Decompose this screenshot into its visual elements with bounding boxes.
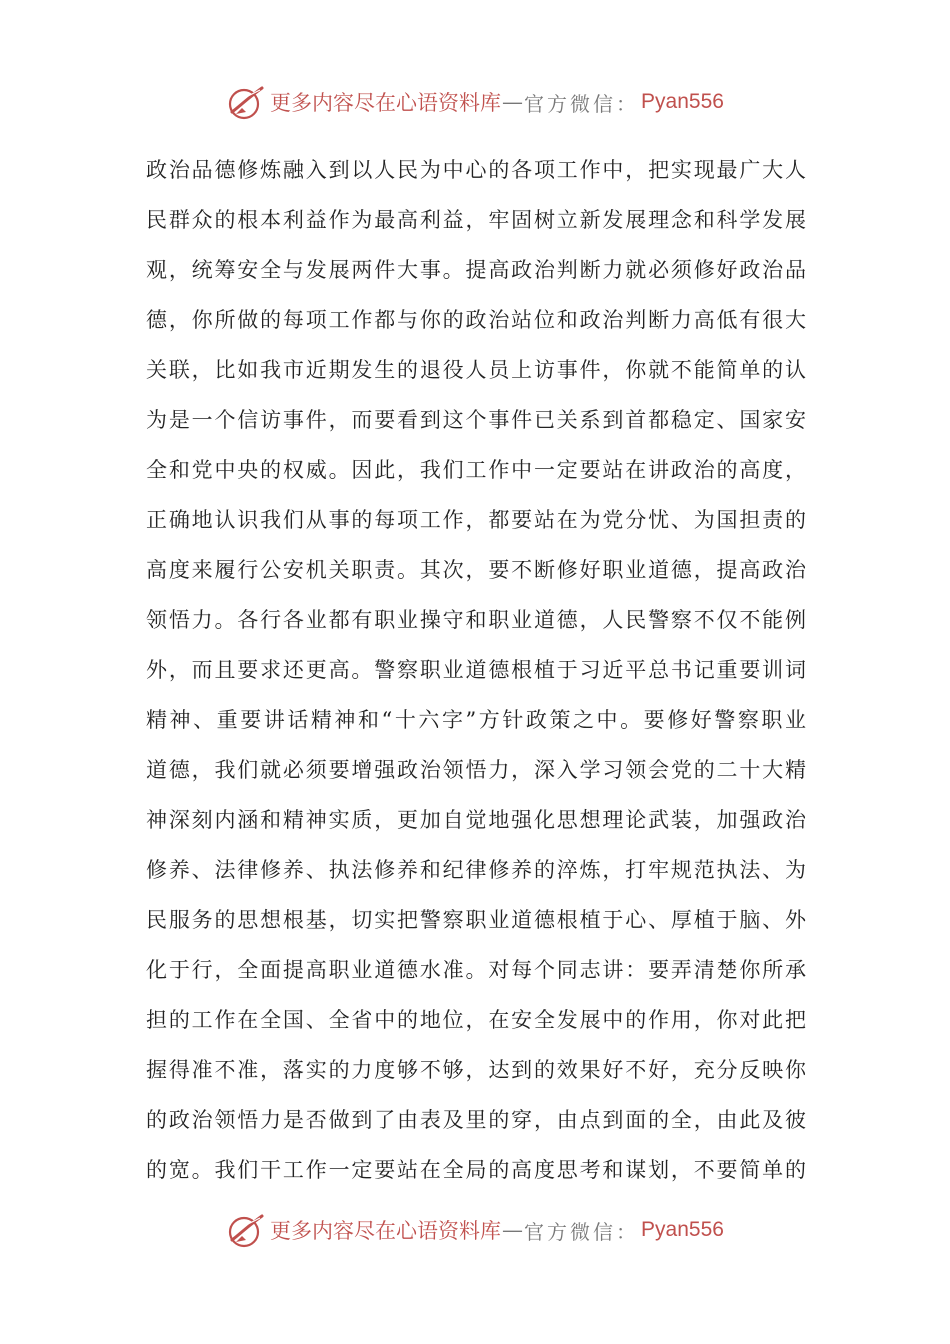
header-dash: — [502,90,524,114]
footer-banner [0,1208,950,1252]
header-wechat-label: 官方微信： [524,91,640,116]
document-body [146,150,806,1200]
body-line: 高度来履行公安机关职责。其次，要不断修好职业道德，提高政治 [146,558,806,582]
body-line: 修养、法律修养、执法修养和纪律修养的淬炼，打牢规范执法、为 [146,858,806,882]
body-line: 全和党中央的权威。因此，我们工作中一定要站在讲政治的高度， [146,458,806,482]
body-line: 德，你所做的每项工作都与你的政治站位和政治判断力高低有很大 [146,308,806,332]
body-line: 关联，比如我市近期发生的退役人员上访事件，你就不能简单的认 [146,358,806,382]
pen-logo-icon [226,82,266,122]
body-line: 观，统筹安全与发展两件大事。提高政治判断力就必须修好政治品 [146,258,806,282]
footer-title: 更多内容尽在心语资料库 [270,1219,502,1243]
footer-wechat-id: Pyan556 [641,1218,724,1241]
body-line: 正确地认识我们从事的每项工作，都要站在为党分忧、为国担责的 [146,508,806,532]
body-line: 为是一个信访事件，而要看到这个事件已关系到首都稳定、国家安 [146,408,806,432]
body-line: 的政治领悟力是否做到了由表及里的穿，由点到面的全，由此及彼 [146,1108,806,1132]
body-line: 化于行，全面提高职业道德水准。对每个同志讲：要弄清楚你所承 [146,958,806,982]
body-line: 握得准不准，落实的力度够不够，达到的效果好不好，充分反映你 [146,1058,806,1082]
header-title: 更多内容尽在心语资料库 [270,91,502,115]
header-banner [0,80,950,124]
header-wechat-id: Pyan556 [641,90,724,113]
body-line: 外，而且要求还更高。警察职业道德根植于习近平总书记重要训词 [146,658,806,682]
body-line: 领悟力。各行各业都有职业操守和职业道德，人民警察不仅不能例 [146,608,806,632]
body-line: 精神、重要讲话精神和“十六字”方针政策之中。要修好警察职业 [146,708,806,732]
body-line: 神深刻内涵和精神实质，更加自觉地强化思想理论武装，加强政治 [146,808,806,832]
footer-dash: — [502,1218,524,1242]
pen-logo-icon [226,1210,266,1250]
body-line: 政治品德修炼融入到以人民为中心的各项工作中，把实现最广大人 [146,158,806,182]
footer-wechat-label: 官方微信： [524,1219,640,1244]
body-line: 民群众的根本利益作为最高利益，牢固树立新发展理念和科学发展 [146,208,806,232]
body-line: 担的工作在全国、全省中的地位，在安全发展中的作用，你对此把 [146,1008,806,1032]
body-line: 道德，我们就必须要增强政治领悟力，深入学习领会党的二十大精 [146,758,806,782]
body-line: 民服务的思想根基，切实把警察职业道德根植于心、厚植于脑、外 [146,908,806,932]
body-line: 的宽。我们干工作一定要站在全局的高度思考和谋划，不要简单的 [146,1158,806,1182]
